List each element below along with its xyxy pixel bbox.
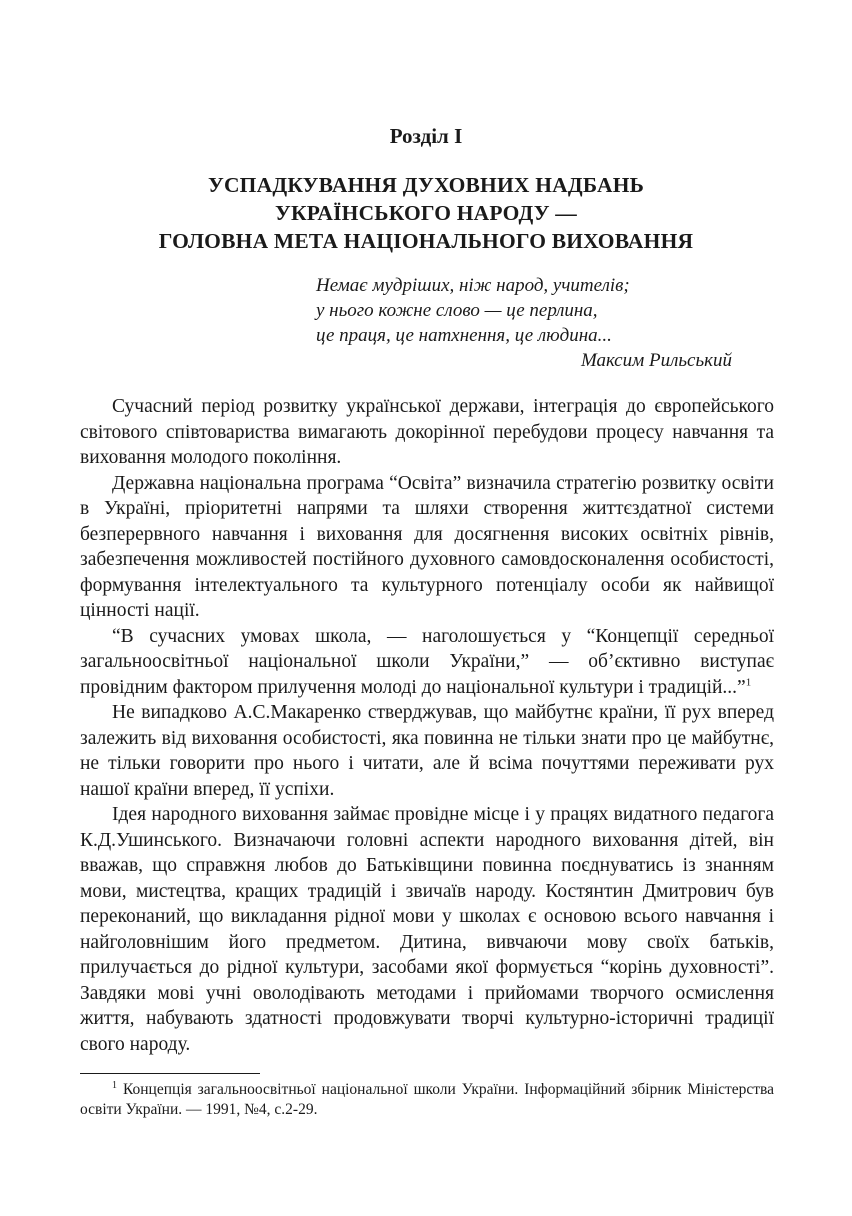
epigraph bbox=[316, 273, 736, 373]
paragraph: Ідея народного виховання займає провідне місце і у працях видатного педагога К.Д.Ушинського. Визначаючи головні аспекти народного виховання дітей, він вважав, що справжня любов до Батьківщини повинна поєднуватись із знанням мови, мистецтва, кращих традицій і звичаїв народу. Костянтин Дмитрович був переконаний, що викладання рідної мови у школах є основою всього навчання і найголовнішим його предметом. Дитина, вивчаючи мову своїх батьків, прилучається до рідної культури, засобами якої формується “корінь духовності”. Завдяки мові учні оволодівають методами і прийомами творчого осмислення життя, набувають здатності продовжувати творчі культурно-історичні традиції свого народу. bbox=[80, 804, 774, 1055]
epigraph-line: це праця, це натхнення, це людина... bbox=[316, 325, 612, 346]
epigraph-author: Максим Рильський bbox=[580, 350, 732, 371]
paragraph: Державна національна програма “Освіта” визначила стратегію розвитку освіти в Україні, пріоритетні напрями та шляхи створення життєздатної системи безперервного навчання і виховання для досягнення високих освітніх рівнів, забезпечення можливостей постійного духовного самовдосконалення особистості, формування інтелектуального та культурного потенціалу особи як найвищої цінності нації. bbox=[80, 472, 774, 621]
chapter-label: Розділ І bbox=[389, 124, 463, 148]
paragraph: Не випадково А.С.Макаренко стверджував, що майбутнє країни, її рух вперед залежить від виховання особистості, яка повинна не тільки знати про це майбутнє, не тільки говорити про нього і читати, але й всіма почуттями переживати рух нашої країни вперед, її успіхи. bbox=[80, 702, 774, 800]
footnote-text: Концепція загальноосвітньої національної школи України. Інформаційний збірник Міністерства освіти України. — 1991, №4, с.2-29. bbox=[80, 1081, 775, 1118]
epigraph-line: у нього кожне слово — це перлина, bbox=[316, 300, 598, 321]
footnote-reference[interactable]: 1 bbox=[745, 676, 752, 688]
footnote bbox=[80, 1080, 774, 1120]
body-text bbox=[80, 394, 774, 1057]
paragraph: Сучасний період розвитку української держави, інтеграція до європейського світового співтовариства вимагають докорінної перебудови процесу навчання та виховання молодого покоління. bbox=[80, 396, 774, 468]
footnote-marker: 1 bbox=[112, 1079, 117, 1091]
chapter-title bbox=[60, 171, 792, 255]
paragraph-text: “В сучасних умовах школа, — наголошується у “Концепції середньої загальноосвітньої національної школи України,” — об’єктивно виступає провідним фактором прилучення молоді до національної культури і традицій...” bbox=[80, 625, 774, 698]
title-line: ГОЛОВНА МЕТА НАЦІОНАЛЬНОГО ВИХОВАННЯ bbox=[158, 229, 694, 253]
title-line: УСПАДКУВАННЯ ДУХОВНИХ НАДБАНЬ bbox=[207, 173, 645, 197]
epigraph-line: Немає мудріших, ніж народ, учителів; bbox=[316, 275, 630, 296]
footnote-divider bbox=[80, 1073, 260, 1074]
title-line: УКРАЇНСЬКОГО НАРОДУ — bbox=[275, 201, 577, 225]
paragraph bbox=[80, 624, 774, 701]
